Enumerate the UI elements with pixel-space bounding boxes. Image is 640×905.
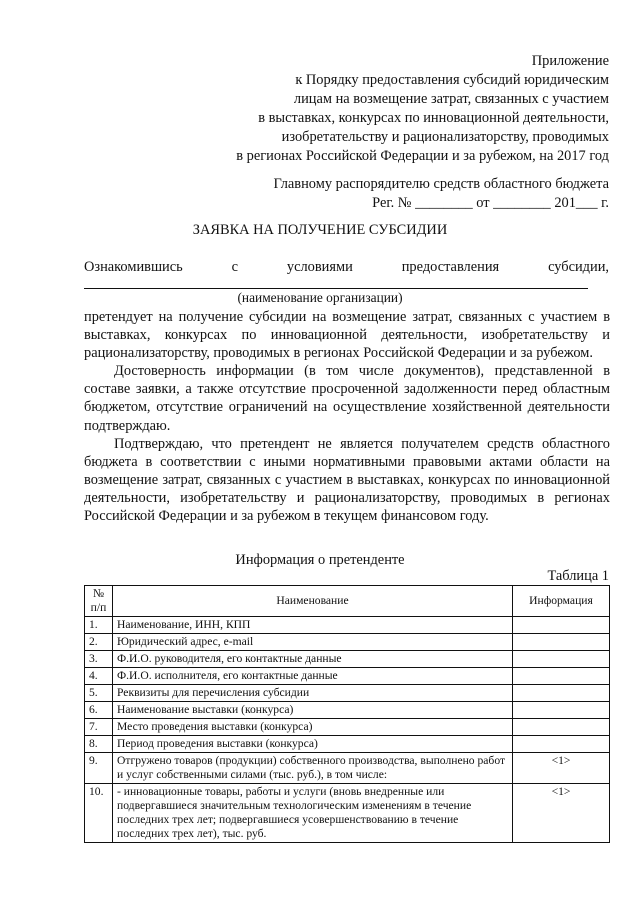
row-num: 3. — [85, 651, 113, 668]
row-name: Ф.И.О. руководителя, его контактные данные — [113, 651, 513, 668]
appendix-line: в выставках, конкурсах по инновационной деятельности, — [258, 110, 609, 126]
row-name: Период проведения выставки (конкурса) — [113, 736, 513, 753]
row-name: Наименование выставки (конкурса) — [113, 702, 513, 719]
recipient-block — [189, 175, 609, 213]
row-num: 9. — [85, 753, 113, 784]
appendix-header — [189, 52, 609, 166]
intro-word: субсидии, — [548, 259, 609, 275]
intro-word: условиями — [286, 259, 353, 275]
info-caption: Информация о претенденте — [235, 552, 405, 568]
table-row — [85, 784, 610, 843]
table-row — [85, 668, 610, 685]
row-name: Ф.И.О. исполнителя, его контактные данные — [113, 668, 513, 685]
row-info-cell[interactable] — [513, 668, 610, 685]
row-num: 10. — [85, 784, 113, 843]
body-text — [84, 308, 610, 525]
row-info-cell[interactable] — [513, 617, 610, 634]
table-row — [85, 736, 610, 753]
intro-word: с — [231, 259, 238, 275]
row-num: 2. — [85, 634, 113, 651]
intro-line — [84, 258, 609, 277]
row-num: 8. — [85, 736, 113, 753]
document-title: ЗАЯВКА НА ПОЛУЧЕНИЕ СУБСИДИИ — [192, 222, 448, 238]
table-row — [85, 617, 610, 634]
registration-line: Рег. № ________ от ________ 201___ г. — [372, 195, 609, 211]
table-row — [85, 634, 610, 651]
row-name: - инновационные товары, работы и услуги (вновь внедренные или подвергавшиеся значительным технологическим изменениям в течение последних трех лет; подвергавшиеся усовершенствованию в течение последних трех лет), тыс. руб. — [113, 784, 513, 843]
table-row — [85, 719, 610, 736]
organization-caption: (наименование организации) — [237, 290, 403, 305]
row-num: 6. — [85, 702, 113, 719]
row-info-cell[interactable] — [513, 685, 610, 702]
header-info: Информация — [513, 586, 610, 617]
row-info-cell[interactable] — [513, 634, 610, 651]
row-info-cell[interactable]: <1> — [513, 753, 610, 784]
header-num: № п/п — [85, 586, 113, 617]
paragraph-claim: претендует на получение субсидии на возмещение затрат, связанных с участием в выставках, конкурсах по инновационной деятельности, изобретательству и рационализаторству, проводимых в регионах Российской Федерации и за рубежом. — [84, 309, 610, 362]
row-info-cell[interactable] — [513, 736, 610, 753]
row-name: Отгружено товаров (продукции) собственного производства, выполнено работ и услуг собственными силами (тыс. руб.), в том числе: — [113, 753, 513, 784]
row-name: Юридический адрес, e-mail — [113, 634, 513, 651]
table-row — [85, 685, 610, 702]
row-info-cell[interactable] — [513, 719, 610, 736]
row-num: 5. — [85, 685, 113, 702]
paragraph-confirmation: Подтверждаю, что претендент не является получателем средств областного бюджета в соответствии с иными нормативными правовыми актами области на возмещение затрат, связанных с участием в выставках, конкурсах по инновационной деятельности, изобретательству и рационализаторству, проводимых в регионах Российской Федерации и за рубежом в текущем финансовом году. — [84, 435, 610, 525]
table-label: Таблица 1 — [547, 568, 609, 584]
recipient-line: Главному распорядителю средств областного бюджета — [273, 176, 609, 192]
row-num: 1. — [85, 617, 113, 634]
row-num: 4. — [85, 668, 113, 685]
appendix-line: лицам на возмещение затрат, связанных с участием — [293, 91, 609, 107]
row-name: Место проведения выставки (конкурса) — [113, 719, 513, 736]
paragraph-reliability: Достоверность информации (в том числе документов), представленной в составе заявки, а также отсутствие просроченной задолженности перед областным бюджетом, отсутствие ограничений на осуществление хозяйственной деятельности подтверждаю. — [84, 363, 610, 434]
header-name: Наименование — [113, 586, 513, 617]
table-row — [85, 753, 610, 784]
table-row — [85, 651, 610, 668]
appendix-line: Приложение — [531, 53, 609, 69]
row-info-cell[interactable]: <1> — [513, 784, 610, 843]
row-name: Наименование, ИНН, КПП — [113, 617, 513, 634]
table-row — [85, 702, 610, 719]
appendix-line: к Порядку предоставления субсидий юридическим — [295, 72, 609, 88]
intro-word: Ознакомившись — [84, 259, 183, 275]
appendix-line: изобретательству и рационализаторству, проводимых — [281, 129, 609, 145]
row-info-cell[interactable] — [513, 651, 610, 668]
table-header-row — [85, 586, 610, 617]
row-name: Реквизиты для перечисления субсидии — [113, 685, 513, 702]
intro-word: предоставления — [401, 259, 500, 275]
row-num: 7. — [85, 719, 113, 736]
appendix-line: в регионах Российской Федерации и за рубежом, на 2017 год — [236, 148, 609, 164]
applicant-info-table — [84, 585, 610, 843]
row-info-cell[interactable] — [513, 702, 610, 719]
